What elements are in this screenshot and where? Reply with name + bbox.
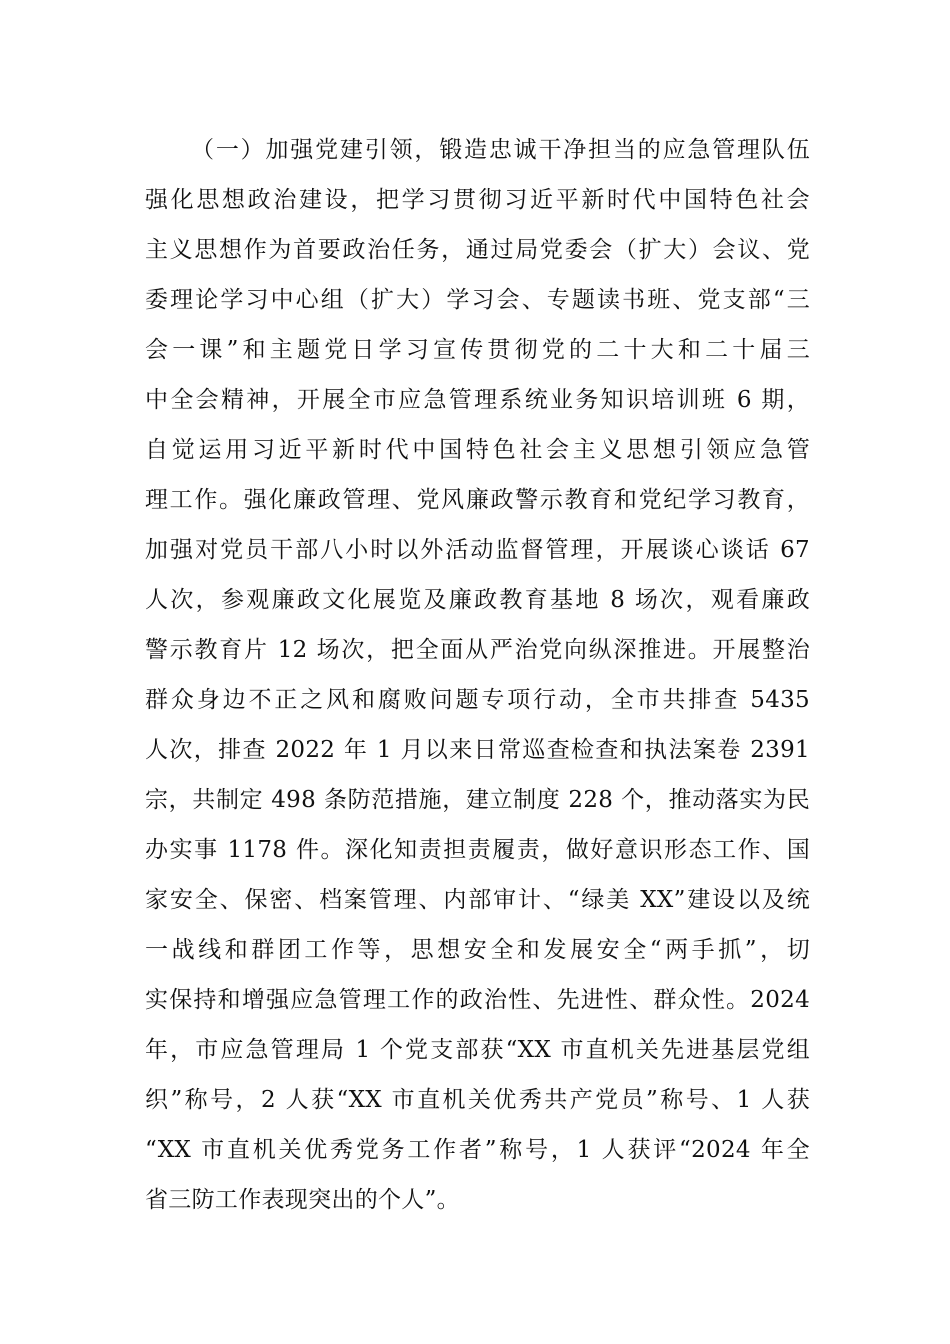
text-line: 人次，排查 2022 年 1 月以来日常巡查检查和执法案卷 2391	[145, 737, 810, 763]
text-line: “XX 市直机关优秀党务工作者”称号，1 人获评“2024 年全	[145, 1137, 810, 1163]
text-line: 理工作。强化廉政管理、党风廉政警示教育和党纪学习教育，	[145, 487, 810, 513]
text-line: 主义思想作为首要政治任务，通过局党委会（扩大）会议、党	[145, 237, 810, 263]
text-line: 年，市应急管理局 1 个党支部获“XX 市直机关先进基层党组	[145, 1037, 810, 1063]
text-line: 织”称号，2 人获“XX 市直机关优秀共产党员”称号、1 人获	[145, 1087, 810, 1113]
text-line: 自觉运用习近平新时代中国特色社会主义思想引领应急管	[145, 437, 810, 463]
text-line: 中全会精神，开展全市应急管理系统业务知识培训班 6 期，	[145, 387, 810, 413]
text-line: 人次，参观廉政文化展览及廉政教育基地 8 场次，观看廉政	[145, 587, 810, 613]
text-line: 强化思想政治建设，把学习贯彻习近平新时代中国特色社会	[145, 187, 810, 213]
text-line: 实保持和增强应急管理工作的政治性、先进性、群众性。2024	[145, 987, 810, 1013]
text-line: 群众身边不正之风和腐败问题专项行动，全市共排查 5435	[145, 687, 810, 713]
text-line: 宗，共制定 498 条防范措施，建立制度 228 个，推动落实为民	[145, 787, 810, 813]
text-line-last: 省三防工作表现突出的个人”。	[145, 1187, 460, 1213]
text-line: 办实事 1178 件。深化知责担责履责，做好意识形态工作、国	[145, 837, 810, 863]
body-text	[145, 125, 810, 1225]
text-line: 一战线和群团工作等，思想安全和发展安全“两手抓”，切	[145, 937, 810, 963]
text-line: 会一课”和主题党日学习宣传贯彻党的二十大和二十届三	[145, 337, 810, 363]
text-line: 加强对党员干部八小时以外活动监督管理，开展谈心谈话 67	[145, 537, 810, 563]
text-line: 家安全、保密、档案管理、内部审计、“绿美 XX”建设以及统	[145, 887, 810, 913]
text-line: 委理论学习中心组（扩大）学习会、专题读书班、党支部“三	[145, 287, 810, 313]
text-line: 警示教育片 12 场次，把全面从严治党向纵深推进。开展整治	[145, 637, 810, 663]
section-heading: （一）加强党建引领，锻造忠诚干净担当的应急管理队伍	[191, 137, 810, 163]
